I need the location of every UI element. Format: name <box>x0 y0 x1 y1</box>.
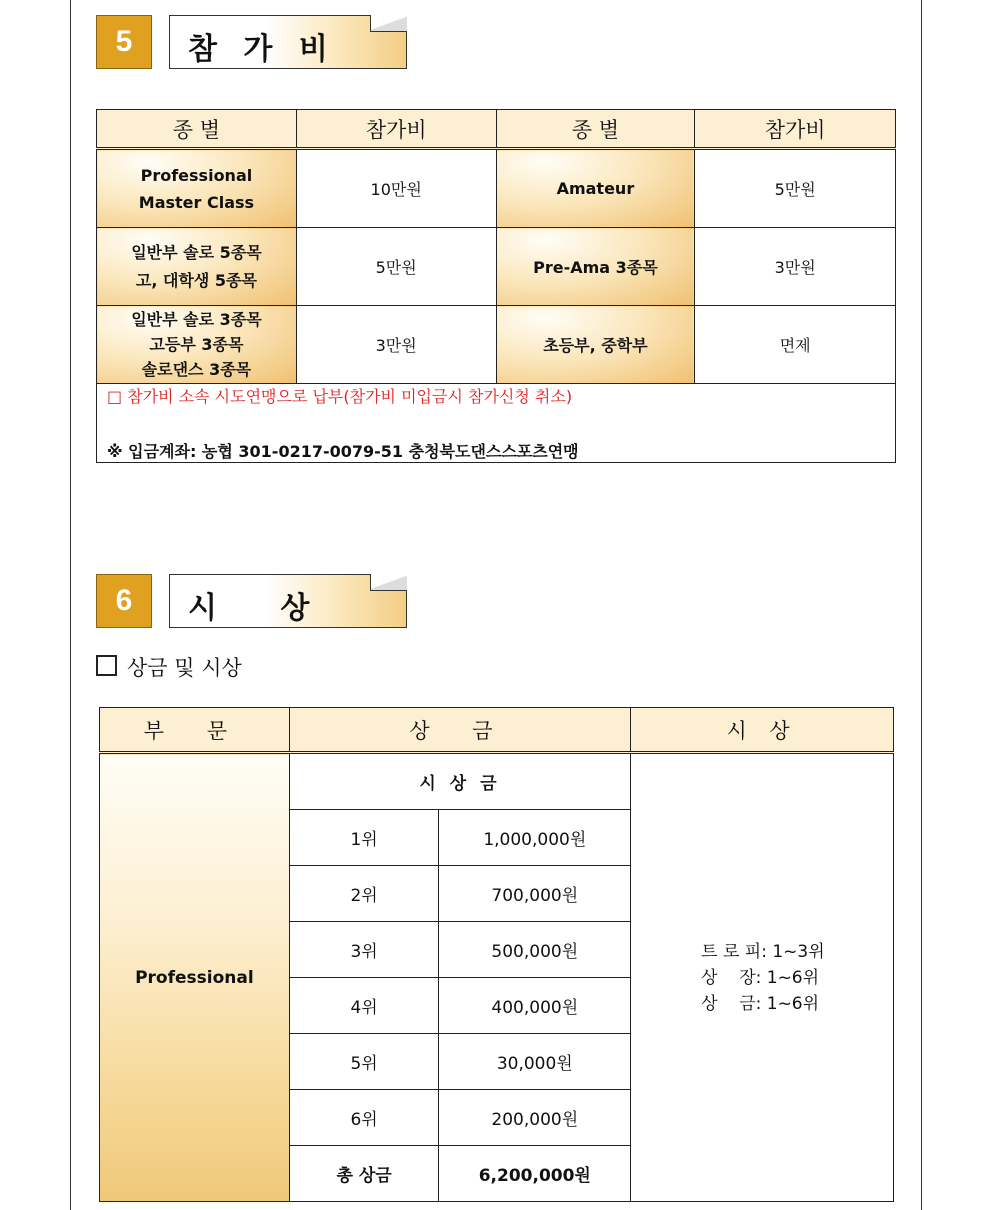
rank-cell: 4위 <box>289 978 439 1034</box>
payment-note: □ 참가비 소속 시도연맹으로 납부(참가비 미입금시 참가신청 취소) <box>107 387 573 406</box>
category-line: Professional <box>140 165 253 185</box>
rank-cell: 3위 <box>289 922 439 978</box>
category-line: 고, 대학생 5종목 <box>135 270 257 290</box>
category-cell: Amateur <box>496 149 695 228</box>
table-row <box>97 228 896 306</box>
division-cell: Professional <box>100 753 290 1202</box>
category-line: 고등부 3종목 <box>149 335 244 354</box>
rank-cell: 5위 <box>289 1034 439 1090</box>
fee-cell: 3만원 <box>296 306 496 384</box>
table-row <box>97 306 896 384</box>
amount-cell: 500,000원 <box>439 922 631 978</box>
rank-cell: 1위 <box>289 810 439 866</box>
fee-cell: 3만원 <box>695 228 896 306</box>
section-6-header <box>96 574 409 628</box>
corner-fold <box>370 574 407 591</box>
category-cell <box>97 228 297 306</box>
fee-cell: 면제 <box>695 306 896 384</box>
checkbox-square-icon <box>96 655 117 676</box>
category-cell: Pre-Ama 3종목 <box>496 228 695 306</box>
section-title-box <box>169 574 407 628</box>
section-number: 5 <box>96 15 152 69</box>
header-category: 종 별 <box>97 110 297 149</box>
total-amount: 6,200,000원 <box>439 1146 631 1202</box>
section-title: 시 상 <box>188 591 318 626</box>
category-line: 일반부 솔로 3종목 <box>131 310 262 329</box>
category-line: Master Class <box>138 192 255 212</box>
section-5-header <box>96 15 409 69</box>
amount-cell: 700,000원 <box>439 866 631 922</box>
subheading-text: 상금 및 시상 <box>127 656 242 680</box>
category-cell: 초등부, 중학부 <box>496 306 695 384</box>
amount-cell: 400,000원 <box>439 978 631 1034</box>
award-line: 트 로 피: 1~3위 <box>701 941 825 962</box>
fee-header-row <box>97 110 896 149</box>
fee-cell: 5만원 <box>296 228 496 306</box>
page-right-border <box>921 0 922 1210</box>
table-row <box>97 149 896 228</box>
rank-cell: 6위 <box>289 1090 439 1146</box>
award-line: 상 장: 1~6위 <box>701 967 820 988</box>
table-row <box>100 753 894 810</box>
prize-header-row <box>100 708 894 753</box>
award-cell <box>631 753 894 1202</box>
total-label: 총 상금 <box>289 1146 439 1202</box>
section-title-box <box>169 15 407 69</box>
section-title: 참 가 비 <box>188 32 336 67</box>
note-cell <box>97 384 896 463</box>
rank-cell: 2위 <box>289 866 439 922</box>
amount-cell: 200,000원 <box>439 1090 631 1146</box>
bank-account-note: ※ 입금계좌: 농협 301-0217-0079-51 충청북도댄스스포츠연맹 <box>107 442 579 461</box>
award-line: 상 금: 1~6위 <box>701 993 820 1014</box>
fee-cell: 10만원 <box>296 149 496 228</box>
header-award: 시 상 <box>631 708 894 753</box>
header-fee: 참가비 <box>296 110 496 149</box>
fee-table <box>96 109 896 463</box>
subheading <box>96 652 242 682</box>
corner-fold <box>370 15 407 32</box>
page-left-border <box>70 0 71 1210</box>
category-cell <box>97 306 297 384</box>
fee-cell: 5만원 <box>695 149 896 228</box>
category-line: 솔로댄스 3종목 <box>141 360 252 379</box>
header-fee: 참가비 <box>695 110 896 149</box>
prize-subheader: 시 상 금 <box>289 753 630 810</box>
header-division: 부 문 <box>100 708 290 753</box>
note-row <box>97 384 896 463</box>
category-cell <box>97 149 297 228</box>
header-category: 종 별 <box>496 110 695 149</box>
prize-table <box>99 707 894 1202</box>
category-line: 일반부 솔로 5종목 <box>131 242 262 262</box>
amount-cell: 30,000원 <box>439 1034 631 1090</box>
amount-cell: 1,000,000원 <box>439 810 631 866</box>
section-number: 6 <box>96 574 152 628</box>
header-prize: 상 금 <box>289 708 630 753</box>
